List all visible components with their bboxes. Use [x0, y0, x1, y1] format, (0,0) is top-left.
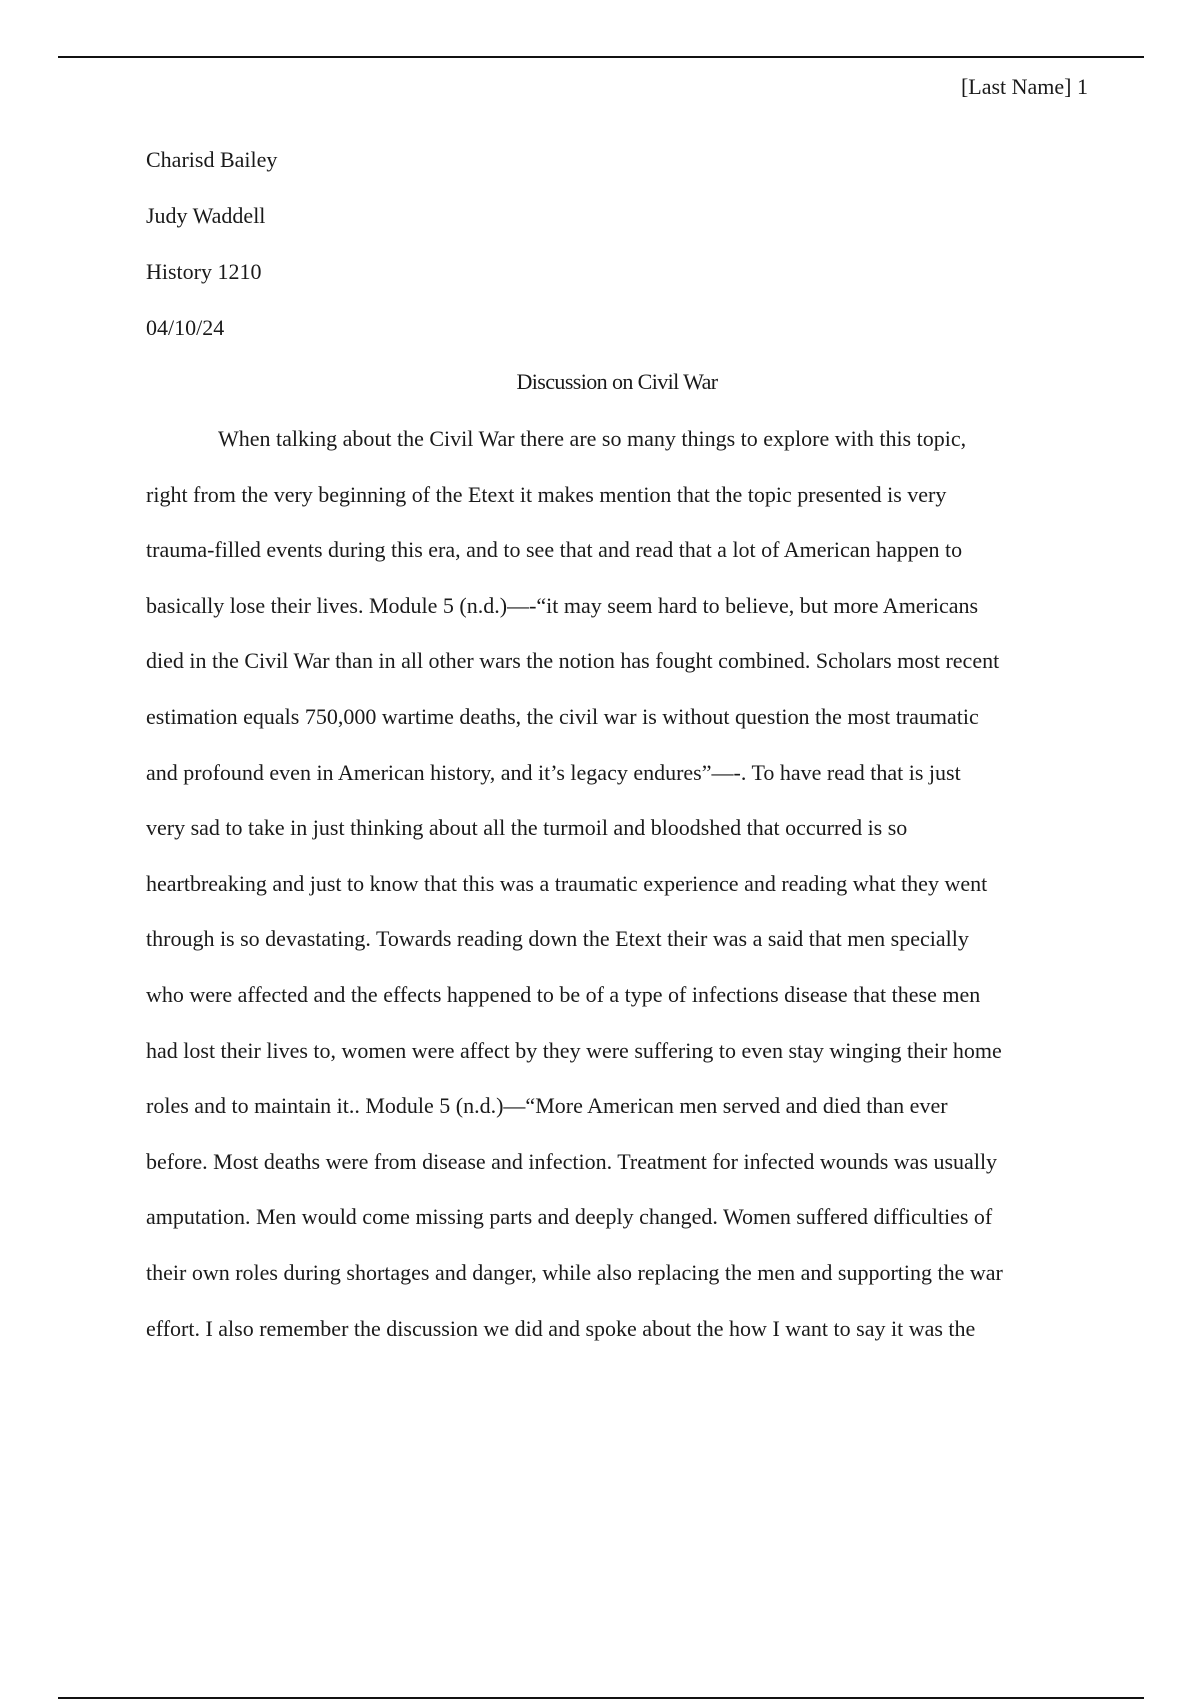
body-line: When talking about the Civil War there are so many things to explore with this topic, — [218, 426, 967, 451]
body-line: trauma-filled events during this era, and to see that and read that a lot of American happen to — [146, 537, 963, 563]
body-line: amputation. Men would come missing parts and deeply changed. Women suffered difficulties of — [146, 1204, 993, 1230]
course-name: History 1210 — [146, 259, 262, 284]
body-line: their own roles during shortages and danger, while also replacing the men and supporting the war — [146, 1259, 1003, 1285]
body-line: through is so devastating. Towards reading down the Etext their was a said that men specially — [146, 926, 969, 952]
top-rule — [58, 56, 1144, 58]
body-line: and profound even in American history, and it’s legacy endures”—-. To have read that is just — [146, 759, 961, 785]
running-head: [Last Name] 1 — [960, 74, 1088, 99]
instructor-name: Judy Waddell — [146, 203, 266, 228]
body-line: basically lose their lives. Module 5 (n.d.)—-“it may seem hard to believe, but more Americans — [146, 592, 979, 618]
mla-heading — [146, 145, 1086, 369]
body-line: died in the Civil War than in all other wars the notion has fought combined. Scholars most recent — [146, 648, 1000, 674]
body-line: who were affected and the effects happened to be of a type of infections disease that these men — [146, 981, 981, 1007]
body-line: roles and to maintain it.. Module 5 (n.d.)—“More American men served and died than ever — [146, 1093, 948, 1119]
student-name: Charisd Bailey — [146, 147, 278, 172]
date-line: 04/10/24 — [146, 315, 225, 340]
document-title: Discussion on Civil War — [516, 369, 718, 394]
body-line: heartbreaking and just to know that this was a traumatic experience and reading what they went — [146, 870, 988, 896]
body-line: right from the very beginning of the Etext it makes mention that the topic presented is very — [146, 481, 947, 507]
body-line: very sad to take in just thinking about all the turmoil and bloodshed that occurred is so — [146, 815, 908, 841]
body-line: effort. I also remember the discussion we did and spoke about the how I want to say it was the — [146, 1315, 976, 1341]
body-line: had lost their lives to, women were affect by they were suffering to even stay winging their home — [146, 1037, 1002, 1063]
body-line: before. Most deaths were from disease and infection. Treatment for infected wounds was usually — [146, 1148, 998, 1174]
body-line: estimation equals 750,000 wartime deaths, the civil war is without question the most traumatic — [146, 703, 979, 729]
bottom-rule — [58, 1697, 1144, 1699]
body-paragraph — [146, 424, 1096, 1369]
